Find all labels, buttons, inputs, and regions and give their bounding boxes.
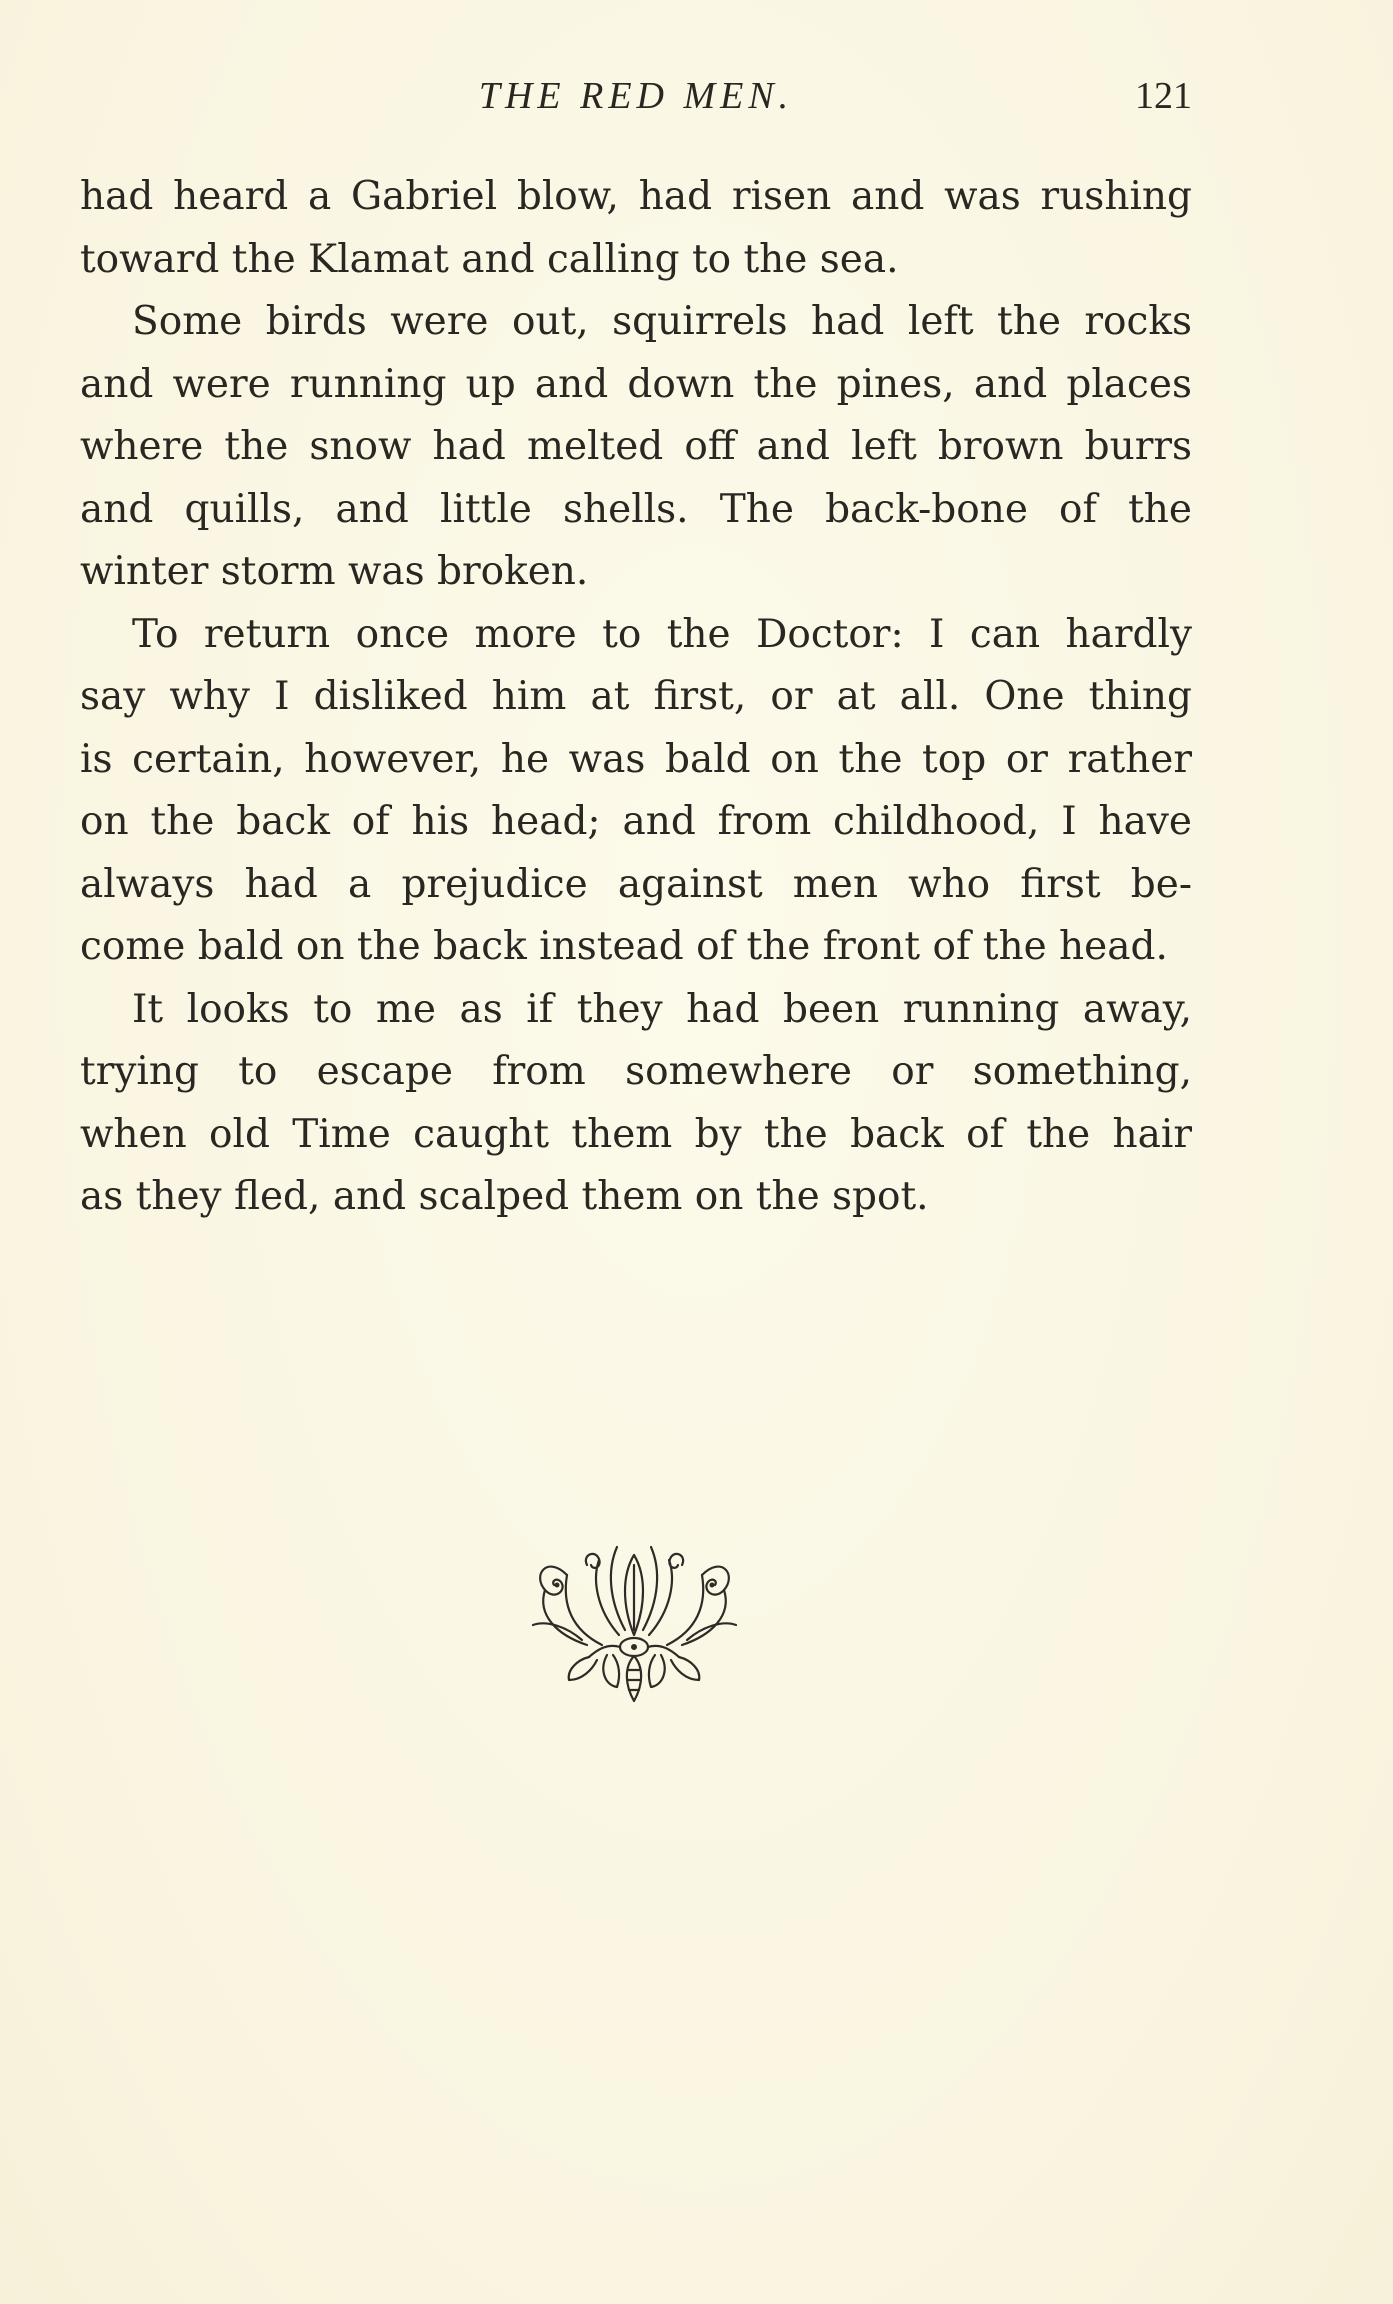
text-line: always had a prejudice against men who first be- xyxy=(80,861,1192,907)
text-line: and were running up and down the pines, and places xyxy=(80,361,1192,407)
text-line: come bald on the back instead of the front of the head. xyxy=(80,924,1168,969)
text-line: and quills, and little shells. The back-bone of the xyxy=(80,486,1192,532)
page-number: 121 xyxy=(1135,75,1192,117)
running-title: THE RED MEN. xyxy=(478,75,794,117)
text-line: had heard a Gabriel blow, had risen and was rushing xyxy=(80,174,1192,219)
text-line: winter storm was broken. xyxy=(80,549,589,594)
text-line: is certain, however, he was bald on the top or rather xyxy=(80,736,1192,782)
body-text xyxy=(80,166,1192,1229)
text-line: when old Time caught them by the back of the hair xyxy=(80,1111,1192,1157)
text-line: To return once more to the Doctor: I can hardly xyxy=(132,611,1192,657)
text-line: Some birds were out, squirrels had left the rocks xyxy=(132,299,1192,344)
text-line: toward the Klamat and calling to the sea. xyxy=(80,236,899,282)
text-line: where the snow had melted off and left brown burrs xyxy=(80,424,1192,469)
text-line: as they fled, and scalped them on the spot. xyxy=(80,1174,929,1219)
running-head xyxy=(80,74,1192,124)
text-line: trying to escape from somewhere or something, xyxy=(80,1049,1192,1094)
text-line: It looks to me as if they had been running away, xyxy=(132,986,1192,1032)
text-line: on the back of his head; and from childhood, I have xyxy=(80,799,1192,844)
text-line: say why I disliked him at first, or at all. One thing xyxy=(80,674,1192,719)
fleuron-ornament-icon xyxy=(527,1535,742,1705)
